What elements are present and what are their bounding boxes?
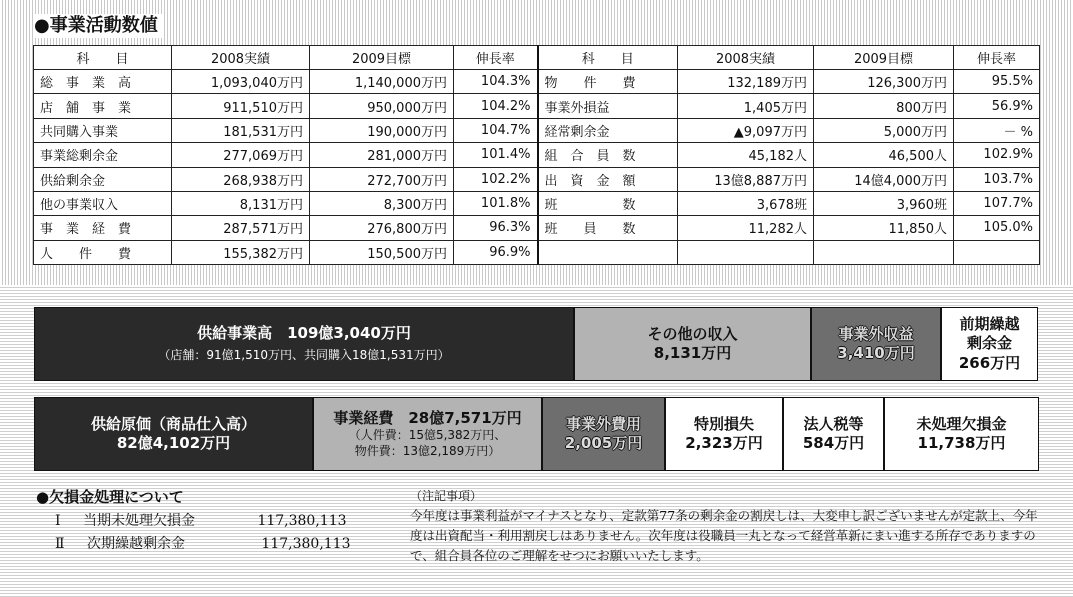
header-item: 科 目 <box>34 46 172 70</box>
special-loss-value: 2,323万円 <box>685 434 763 452</box>
nonoperating-expenses-box <box>542 397 665 471</box>
table-cell: 95.5% <box>954 70 1040 94</box>
table-cell: 102.2% <box>454 167 538 191</box>
table-cell: 96.3% <box>454 216 538 240</box>
table-cell: 107.7% <box>954 191 1040 215</box>
special-loss-title: 特別損失 <box>693 414 754 433</box>
table-cell: 911,510万円 <box>172 94 310 118</box>
header-growth-rate: 伸長率 <box>954 46 1040 70</box>
table-cell: 104.7% <box>454 118 538 142</box>
table-cell: 132,189万円 <box>678 70 814 94</box>
table-row <box>34 240 1040 264</box>
table-cell: 287,571万円 <box>172 216 310 240</box>
table-cell: 経常剰余金 <box>538 118 678 142</box>
table-row <box>34 94 1040 118</box>
special-loss-box <box>665 397 783 471</box>
table-cell: 46,500人 <box>814 143 954 167</box>
table-cell: ▲9,097万円 <box>678 118 814 142</box>
nonoperating-expenses-value: 2,005万円 <box>564 434 643 452</box>
table-cell: 8,131万円 <box>172 191 310 215</box>
table-row <box>34 70 1040 94</box>
deficit-row-1 <box>55 510 347 530</box>
table-header-row <box>34 46 1040 70</box>
deficit-row-value: 117,380,113 <box>261 536 351 552</box>
table-cell: 104.2% <box>454 94 538 118</box>
table-cell: 13億8,887万円 <box>678 167 814 191</box>
table-cell: 事 業 経 費 <box>34 216 172 240</box>
notes-body: 今年度は事業利益がマイナスとなり、定款第77条の剰余金の割戻しは、大変申し訳ございませんが定款上、今年度は出資配当・利用割戻しはありません。次年度は役職員一丸となって経営革新にまい進する所存でありますので、組合員各位のご理解をせつにお願いいたします。 <box>410 508 1038 563</box>
activity-figures-table <box>33 45 1040 265</box>
table-cell <box>538 240 678 264</box>
table-cell: 供給剰余金 <box>34 167 172 191</box>
table-cell: 14億4,000万円 <box>814 167 954 191</box>
table-row <box>34 191 1040 215</box>
table-cell: 事業外損益 <box>538 94 678 118</box>
table-cell: 3,960班 <box>814 191 954 215</box>
table-row <box>34 216 1040 240</box>
supply-sales-title: 供給事業高 109億3,040万円 <box>197 324 411 343</box>
table-cell: 1,093,040万円 <box>172 70 310 94</box>
table-cell: 281,000万円 <box>310 143 454 167</box>
table-cell: 96.9% <box>454 240 538 264</box>
table-cell: 出 資 金 額 <box>538 167 678 191</box>
operating-expenses-box <box>313 397 542 471</box>
header-item: 科 目 <box>538 46 678 70</box>
deficit-row-value: 117,380,113 <box>257 513 347 529</box>
table-cell: 276,800万円 <box>310 216 454 240</box>
table-cell: 事業総剰余金 <box>34 143 172 167</box>
table-cell: 8,300万円 <box>310 191 454 215</box>
table-cell: 155,382万円 <box>172 240 310 264</box>
unprocessed-deficit-title: 未処理欠損金 <box>916 414 1007 433</box>
header-2009-target: 2009目標 <box>310 46 454 70</box>
table-cell: 102.9% <box>954 143 1040 167</box>
header-growth-rate: 伸長率 <box>454 46 538 70</box>
operating-expenses-personnel: （人件費：15億5,382万円、 <box>348 428 507 443</box>
table-cell: 組 合 員 数 <box>538 143 678 167</box>
table-cell <box>814 240 954 264</box>
operating-expenses-property: 物件費：13億2,189万円） <box>354 443 501 458</box>
deficit-row-number: Ⅰ <box>55 513 61 529</box>
other-income-value: 8,131万円 <box>653 344 732 362</box>
table-cell: 共同購入事業 <box>34 118 172 142</box>
table-cell: － % <box>954 118 1040 142</box>
table-cell: 班 員 数 <box>538 216 678 240</box>
notes-title: （注記事項） <box>410 489 483 503</box>
table-cell: 物 件 費 <box>538 70 678 94</box>
nonoperating-income-value: 3,410万円 <box>837 344 915 362</box>
table-cell: 150,500万円 <box>310 240 454 264</box>
deficit-row-2 <box>55 533 351 553</box>
table-cell: 人 件 費 <box>34 240 172 264</box>
cost-of-sales-title: 供給原価（商品仕入高） <box>90 414 256 433</box>
unprocessed-deficit-value: 11,738万円 <box>917 434 1006 452</box>
cost-of-sales-box <box>34 397 313 471</box>
table-cell: 104.3% <box>454 70 538 94</box>
table-cell: 268,938万円 <box>172 167 310 191</box>
table-row <box>34 167 1040 191</box>
corporate-tax-title: 法人税等 <box>803 414 864 433</box>
deficit-row-number: Ⅱ <box>55 536 65 552</box>
other-income-title: その他の収入 <box>647 324 738 343</box>
other-income-box <box>574 307 811 381</box>
supply-sales-breakdown: （店舗：91億1,510万円、共同購入18億1,531万円） <box>158 347 450 362</box>
cost-of-sales-value: 82億4,102万円 <box>116 434 231 452</box>
header-2008-actual: 2008実績 <box>172 46 310 70</box>
table-cell: 班 数 <box>538 191 678 215</box>
deficit-row-label: 次期繰越剰余金 <box>86 536 185 552</box>
table-cell: 272,700万円 <box>310 167 454 191</box>
table-cell: 3,678班 <box>678 191 814 215</box>
table-cell: 他の事業収入 <box>34 191 172 215</box>
corporate-tax-box <box>783 397 884 471</box>
table-cell: 11,282人 <box>678 216 814 240</box>
deficit-section-title: ●欠損金処理について <box>36 488 184 506</box>
nonoperating-income-title: 事業外収益 <box>838 324 914 343</box>
table-cell: 950,000万円 <box>310 94 454 118</box>
carryover-title-line2: 剰余金 <box>966 334 1012 353</box>
table-cell: 1,405万円 <box>678 94 814 118</box>
table-cell: 5,000万円 <box>814 118 954 142</box>
table-cell: 105.0% <box>954 216 1040 240</box>
table-cell: 277,069万円 <box>172 143 310 167</box>
carryover-surplus-box <box>941 307 1038 381</box>
table-cell <box>954 240 1040 264</box>
section-title-activity-figures: ●事業活動数値 <box>34 14 162 38</box>
operating-expenses-title: 事業経費 28億7,571万円 <box>333 408 522 427</box>
header-2008-actual: 2008実績 <box>678 46 814 70</box>
header-2009-target: 2009目標 <box>814 46 954 70</box>
table-cell: 103.7% <box>954 167 1040 191</box>
table-cell: 店 舗 事 業 <box>34 94 172 118</box>
table-row <box>34 143 1040 167</box>
carryover-value: 266万円 <box>958 353 1021 372</box>
table-cell: 総 事 業 高 <box>34 70 172 94</box>
table-cell: 45,182人 <box>678 143 814 167</box>
table-cell: 1,140,000万円 <box>310 70 454 94</box>
unprocessed-deficit-box <box>884 397 1039 471</box>
table-row <box>34 118 1040 142</box>
table-cell: 11,850人 <box>814 216 954 240</box>
nonoperating-income-box <box>811 307 941 381</box>
table-cell: 101.4% <box>454 143 538 167</box>
carryover-title-line1: 前期繰越 <box>959 314 1020 333</box>
corporate-tax-value: 584万円 <box>802 434 865 452</box>
table-cell: 56.9% <box>954 94 1040 118</box>
table-cell: 190,000万円 <box>310 118 454 142</box>
table-cell <box>678 240 814 264</box>
table-cell: 800万円 <box>814 94 954 118</box>
table-cell: 126,300万円 <box>814 70 954 94</box>
supply-sales-box <box>34 307 574 381</box>
table-cell: 181,531万円 <box>172 118 310 142</box>
table-cell: 101.8% <box>454 191 538 215</box>
deficit-row-label: 当期未処理欠損金 <box>82 513 195 529</box>
nonoperating-expenses-title: 事業外費用 <box>565 414 641 433</box>
